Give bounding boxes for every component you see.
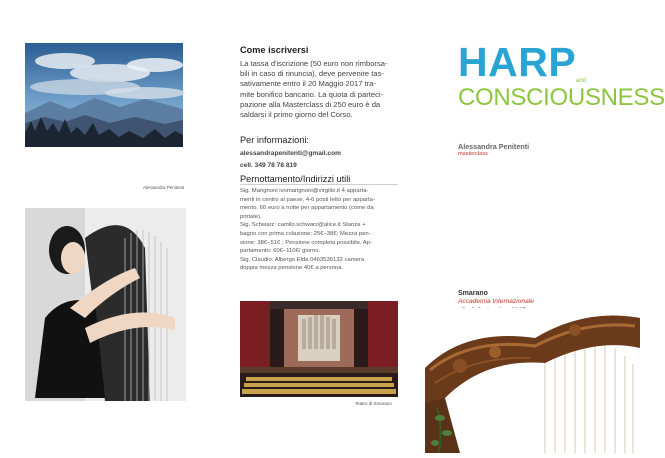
contact-email[interactable]: alessandrapenitenti@gmail.com — [240, 150, 341, 157]
info-heading: Per informazioni: — [240, 135, 309, 145]
mountain-landscape-photo — [25, 43, 183, 147]
performer-name: Alessandra Penitenti — [458, 142, 530, 151]
enroll-text: La tassa d'iscrizione (50 euro non rimborsa- bili in caso di rinuncia), deve pervenire tas- sativamente entro il 20 Maggio 2017 tra- mite bonifico bancario. La quota di parteci- pazione alla Masterclass di 250 euro è da saldarsi il primo giorno del Corso. — [240, 59, 388, 120]
event-place: Smarano — [458, 290, 488, 297]
lodging-text: Sig. Marignoni ivomarignoni@virgilio.it 4 apparta- menti in centro al paese, 4-6 posti letto per apparta- mento. 60 euro a notte per appartamento (come da portale). Sig. Schwarz: camilo.schwarz@alice.it Stanza + bagno con prima colazione: 25€–38€; Mezza pen- sione: 38€–51€ ; Pensione completa possibile. Ap- partamento: 60€–110€/ giorno. Sig. Claudio: Albergo Elda 0463536132 camera doppia mezza pensione 40€ a persona. — [240, 188, 375, 272]
harpist-portrait-photo — [25, 208, 186, 401]
enroll-heading: Come iscriversi — [240, 45, 309, 55]
title-consciousness: CONSCIOUSNESS — [458, 84, 665, 111]
theater-caption: Teatro di Smarano — [355, 401, 392, 406]
portrait-caption: Alessandra Penitenti — [143, 185, 185, 190]
event-academy: Accademia Internazionale — [458, 298, 534, 305]
lodging-divider — [240, 184, 398, 185]
lodging-heading: Pernottamento/Indirizzi utili — [240, 174, 351, 184]
contact-phone: cell. 349 78 78 819 — [240, 162, 297, 169]
title-harp: HARP — [458, 39, 577, 85]
event-type: masterclass — [458, 151, 488, 157]
carved-harp-photo — [425, 308, 640, 453]
theater-photo — [240, 301, 398, 397]
title-and: and — [576, 78, 587, 84]
left-panel — [0, 0, 213, 453]
